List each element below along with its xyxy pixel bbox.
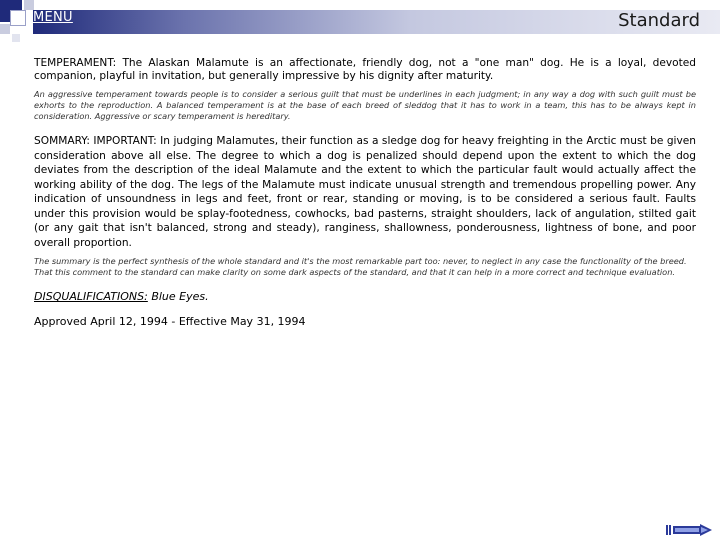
header-bar (33, 10, 720, 34)
summary-note-1: The summary is the perfect synthesis of the whole standard and it's the most remarkable part too: never, to neglect in any case the functionality of the breed. (34, 256, 687, 266)
temperament-label: TEMPERAMENT: (34, 57, 117, 69)
corner-square-faint (12, 34, 20, 42)
corner-square-outline (10, 10, 26, 26)
approved-dates: Approved April 12, 1994 - Effective May 31, 1994 (34, 315, 306, 328)
menu-link[interactable]: MENU (33, 10, 73, 25)
temperament-paragraph (34, 57, 696, 83)
summary-note-2: That this comment to the standard can make clarity on some dark aspects of the standard, and that it can help in a more correct and technique evaluation. (34, 267, 675, 277)
disqualifications-text: Blue Eyes. (147, 290, 209, 303)
summary-paragraph (34, 134, 696, 250)
disqualifications-paragraph (34, 290, 696, 303)
corner-square-light-2 (0, 24, 10, 34)
temperament-text: The Alaskan Malamute is an affectionate, friendly dog, not a "one man" dog. He is a loyal, devoted companion, playful in invitation, but generally impressive by his dignity after maturity. (34, 57, 696, 82)
next-arrow-icon[interactable] (666, 524, 712, 536)
corner-square-light (24, 0, 34, 10)
summary-label: SOMMARY: (34, 135, 90, 147)
standard-content (34, 57, 696, 328)
disqualifications-label: DISQUALIFICATIONS: (34, 290, 148, 303)
summary-text: IMPORTANT: In judging Malamutes, their function as a sledge dog for heavy freighting in the Arctic must be given consideration above all else. The degree to which a dog is penalized should depend upon the extent to which the dog deviates from the description of the ideal Malamute and the extent to which the particular fault would actually affect the working ability of the dog. The legs of the Malamute must indicate unusual strength and tremendous propelling power. Any indication of unsoundness in legs and feet, front or rear, standing or moving, is to be considered a serious fault. Faults under this provision would be splay-footedness, cowhocks, bad pasterns, straight shoulders, lack of angulation, stilted gait (or any gait that isn't balanced, strong and steady), ranginess, shallowness, ponderousness, lightness of bone, and poor overall proportion. (34, 135, 696, 249)
page-title: Standard (618, 10, 700, 31)
temperament-note: An aggressive temperament towards people is to consider a serious guilt that must be underlines in each judgment; in any way a dog with such guilt must be exhorts to the reproduction. A balanced temperament is at the base of each breed of sleddog that it has to work in a team, this has to be always kept in consideration. Aggressive or scary temperament is hereditary. (34, 89, 696, 121)
